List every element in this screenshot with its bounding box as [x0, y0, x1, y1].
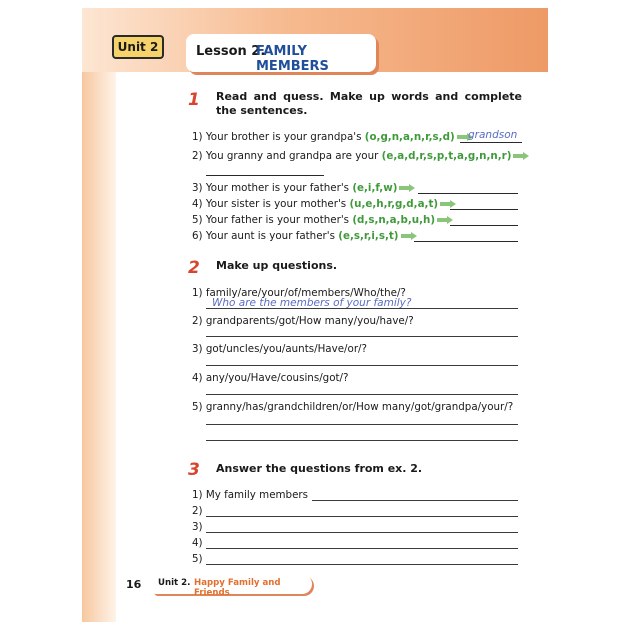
ex3-item-3: 3): [192, 521, 203, 533]
ex3-item-4: 4): [192, 537, 203, 549]
ex1-item-5: 5) Your father is your mother's (d,s,n,a,b,u,h): [192, 213, 455, 227]
page-number: 16: [126, 578, 142, 591]
ex2-item-2: 2) grandparents/got/How many/you/have/?: [192, 315, 414, 327]
ex2-answer-line-1[interactable]: [206, 308, 518, 309]
exercise-1-title: Read and quess. Make up words and complete the sentences.: [216, 90, 522, 117]
ex1-answer-3[interactable]: [418, 181, 518, 194]
exercise-3-number: 3: [188, 460, 208, 480]
exercise-2-title: Make up questions.: [216, 259, 338, 272]
ex2-item-3: 3) got/uncles/you/aunts/Have/or/?: [192, 343, 367, 355]
ex1-answer-4[interactable]: [450, 197, 518, 210]
ex3-answer-line-4[interactable]: [206, 548, 518, 549]
ex1-answer-5[interactable]: [450, 213, 518, 226]
workbook-page: [82, 8, 548, 622]
ex3-answer-line-5[interactable]: [206, 564, 518, 565]
ex1-item-3: 3) Your mother is your father's (e,i,f,w): [192, 181, 417, 195]
ex3-item-2: 2): [192, 505, 203, 517]
ex2-answer-line-2[interactable]: [206, 336, 518, 337]
ex3-answer-line-2[interactable]: [206, 516, 518, 517]
ex2-item-5: 5) granny/has/grandchildren/or/How many/got/grandpa/your/?: [192, 401, 514, 413]
exercise-2-number: 2: [188, 258, 208, 278]
ex2-answer-line-3[interactable]: [206, 365, 518, 366]
footer-unit: Unit 2.: [158, 578, 191, 588]
ex1-item-2: 2) You granny and grandpa are your (e,a,d,r,s,p,t,a,g,n,n,r): [192, 149, 531, 163]
ex2-answer-line-4[interactable]: [206, 394, 518, 395]
ex1-answer-1-text: grandson: [468, 129, 518, 141]
ex3-item-5: 5): [192, 553, 203, 565]
exercise-3-title: Answer the questions from ex. 2.: [216, 462, 423, 475]
ex1-answer-2[interactable]: [206, 163, 324, 176]
ex3-answer-line-3[interactable]: [206, 532, 518, 533]
page-footer: [82, 572, 332, 598]
ex3-answer-line-1[interactable]: [312, 500, 518, 501]
ex1-item-1: 1) Your brother is your grandpa's (o,g,n,a,n,r,s,d): [192, 130, 475, 144]
footer-unit-label: [152, 574, 312, 598]
lesson-title-box: [186, 34, 376, 72]
ex2-item-1: 1) family/are/your/of/members/Who/the/?: [192, 287, 406, 299]
arrow-icon: [399, 184, 415, 192]
footer-unit-title: Happy Family and Friends: [194, 578, 281, 598]
exercise-1-number: 1: [188, 90, 208, 110]
ex3-item-1: 1) My family members: [192, 489, 309, 501]
ex2-answer-line-5b[interactable]: [206, 440, 518, 441]
ex1-item-4: 4) Your sister is your mother's (u,e,h,r,g,d,a,t): [192, 197, 458, 211]
unit-tab: Unit 2: [112, 35, 164, 59]
lesson-title: FAMILY MEMBERS: [256, 44, 329, 74]
lesson-prefix: Lesson 2.: [196, 44, 266, 59]
ex1-item-6: 6) Your aunt is your father's (e,s,r,i,s,t): [192, 229, 419, 243]
ex2-answer-line-5a[interactable]: [206, 424, 518, 425]
ex1-answer-6[interactable]: [414, 229, 518, 242]
side-strip: [82, 8, 116, 622]
ex2-answer-1-text: Who are the members of your family?: [212, 297, 412, 309]
ex2-item-4: 4) any/you/Have/cousins/got/?: [192, 372, 349, 384]
arrow-icon: [513, 152, 529, 160]
